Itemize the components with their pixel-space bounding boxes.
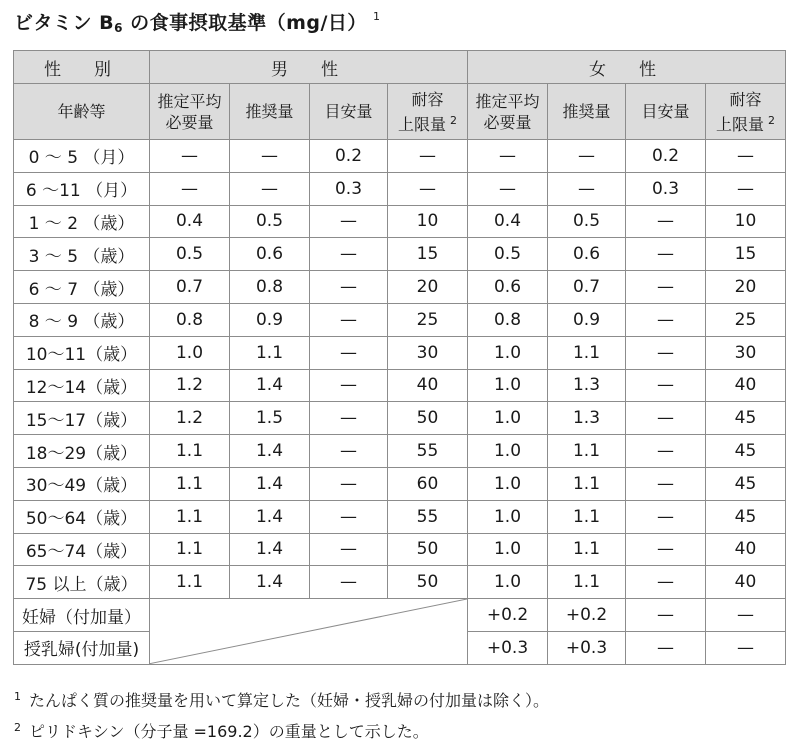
value-cell: — <box>310 205 388 238</box>
age-cell: 50～64（歳） <box>14 500 150 533</box>
value-cell: — <box>626 599 706 632</box>
female-header: 女 性 <box>468 51 786 84</box>
diagonal-line <box>150 599 467 664</box>
age-cell: 75 以上（歳） <box>14 566 150 599</box>
title-subscript: 6 <box>114 21 123 35</box>
value-cell: 1.1 <box>150 467 230 500</box>
value-cell: 1.1 <box>548 435 626 468</box>
value-cell: — <box>626 500 706 533</box>
male-ai-header: 目安量 <box>310 84 388 140</box>
value-cell: 1.1 <box>548 500 626 533</box>
age-cell: 0 ～ 5 （月） <box>14 140 150 173</box>
value-cell: — <box>230 172 310 205</box>
value-cell: 1.0 <box>468 467 548 500</box>
value-cell: 45 <box>706 435 786 468</box>
value-cell: 0.5 <box>548 205 626 238</box>
age-cell: 12～14（歳） <box>14 369 150 402</box>
value-cell: — <box>626 631 706 664</box>
table-row <box>14 467 786 500</box>
table-row <box>14 205 786 238</box>
value-cell: 0.8 <box>468 303 548 336</box>
table-row <box>14 336 786 369</box>
value-cell: — <box>626 467 706 500</box>
female-ul-header: 耐容 上限量 $^2$ <box>706 84 786 140</box>
value-cell: 30 <box>388 336 468 369</box>
value-cell: 0.7 <box>150 271 230 304</box>
value-cell: 0.9 <box>230 303 310 336</box>
male-header: 男 性 <box>150 51 468 84</box>
value-cell: — <box>468 172 548 205</box>
value-cell: 0.4 <box>468 205 548 238</box>
title-footnote-mark: 1 <box>372 10 381 23</box>
value-cell: — <box>626 238 706 271</box>
value-cell: — <box>706 599 786 632</box>
table-row <box>14 303 786 336</box>
group-label-cell: 授乳婦(付加量) <box>14 631 150 664</box>
age-cell: 1 ～ 2 （歳） <box>14 205 150 238</box>
value-cell: — <box>548 172 626 205</box>
value-cell: 0.9 <box>548 303 626 336</box>
value-cell: 0.5 <box>150 238 230 271</box>
title-prefix: ビタミン B <box>14 12 115 34</box>
value-cell: 1.0 <box>468 402 548 435</box>
value-cell: 1.4 <box>230 533 310 566</box>
male-ear-header: 推定平均 必要量 <box>150 84 230 140</box>
value-cell: 0.4 <box>150 205 230 238</box>
value-cell: 1.4 <box>230 500 310 533</box>
value-cell: 1.0 <box>468 500 548 533</box>
value-cell: — <box>150 172 230 205</box>
value-cell: 45 <box>706 467 786 500</box>
value-cell: — <box>310 369 388 402</box>
value-cell: 1.4 <box>230 435 310 468</box>
value-cell: 40 <box>706 533 786 566</box>
value-cell: — <box>626 566 706 599</box>
age-cell: 8 ～ 9 （歳） <box>14 303 150 336</box>
value-cell: — <box>310 533 388 566</box>
value-cell: 1.3 <box>548 402 626 435</box>
value-cell: 50 <box>388 533 468 566</box>
table-row <box>14 402 786 435</box>
not-applicable-cell <box>150 599 468 665</box>
value-cell: 1.1 <box>150 435 230 468</box>
value-cell: — <box>626 205 706 238</box>
male-rda-header: 推奨量 <box>230 84 310 140</box>
value-cell: 1.0 <box>468 533 548 566</box>
value-cell: 1.1 <box>548 566 626 599</box>
value-cell: — <box>310 238 388 271</box>
value-cell: 0.7 <box>548 271 626 304</box>
value-cell: 40 <box>388 369 468 402</box>
value-cell: 1.4 <box>230 566 310 599</box>
value-cell: — <box>230 140 310 173</box>
value-cell: 25 <box>706 303 786 336</box>
age-cell: 10～11（歳） <box>14 336 150 369</box>
table-row <box>14 369 786 402</box>
value-cell: — <box>548 140 626 173</box>
footnotes <box>14 683 549 745</box>
female-ai-header: 目安量 <box>626 84 706 140</box>
value-cell: 0.2 <box>626 140 706 173</box>
value-cell: — <box>310 271 388 304</box>
value-cell: 1.1 <box>150 500 230 533</box>
table-row <box>14 435 786 468</box>
value-cell: 1.0 <box>468 336 548 369</box>
page-title <box>14 8 380 35</box>
value-cell: 0.6 <box>548 238 626 271</box>
value-cell: +0.2 <box>548 599 626 632</box>
male-ul-header: 耐容 上限量 $^2$ <box>388 84 468 140</box>
value-cell: 1.1 <box>548 336 626 369</box>
table-row <box>14 599 786 632</box>
value-cell: +0.3 <box>468 631 548 664</box>
value-cell: 1.1 <box>150 533 230 566</box>
intake-table <box>13 50 786 665</box>
value-cell: 20 <box>706 271 786 304</box>
value-cell: — <box>388 172 468 205</box>
footnote-2: $^2$ ピリドキシン（分子量 =169.2）の重量として示した。 <box>14 721 429 741</box>
table-row <box>14 271 786 304</box>
value-cell: 1.1 <box>548 533 626 566</box>
value-cell: 0.8 <box>150 303 230 336</box>
value-cell: — <box>310 336 388 369</box>
value-cell: 1.4 <box>230 467 310 500</box>
value-cell: 1.0 <box>150 336 230 369</box>
value-cell: 1.1 <box>230 336 310 369</box>
value-cell: — <box>310 467 388 500</box>
age-cell: 6 ～ 7 （歳） <box>14 271 150 304</box>
value-cell: — <box>626 303 706 336</box>
value-cell: 15 <box>388 238 468 271</box>
age-cell: 18～29（歳） <box>14 435 150 468</box>
value-cell: 50 <box>388 402 468 435</box>
value-cell: 1.1 <box>150 566 230 599</box>
value-cell: +0.2 <box>468 599 548 632</box>
value-cell: — <box>468 140 548 173</box>
value-cell: 45 <box>706 402 786 435</box>
value-cell: +0.3 <box>548 631 626 664</box>
value-cell: 40 <box>706 566 786 599</box>
value-cell: 25 <box>388 303 468 336</box>
header-row-columns <box>14 84 786 140</box>
value-cell: 1.4 <box>230 369 310 402</box>
table-row <box>14 533 786 566</box>
value-cell: — <box>626 402 706 435</box>
value-cell: — <box>706 631 786 664</box>
female-ear-header: 推定平均 必要量 <box>468 84 548 140</box>
value-cell: — <box>626 369 706 402</box>
value-cell: — <box>626 435 706 468</box>
value-cell: — <box>310 566 388 599</box>
value-cell: 0.3 <box>626 172 706 205</box>
value-cell: 0.8 <box>230 271 310 304</box>
value-cell: — <box>626 271 706 304</box>
value-cell: 1.0 <box>468 369 548 402</box>
value-cell: — <box>706 140 786 173</box>
value-cell: — <box>388 140 468 173</box>
value-cell: — <box>150 140 230 173</box>
value-cell: 15 <box>706 238 786 271</box>
footnote-1: $^1$ たんぱく質の推奨量を用いて算定した（妊婦・授乳婦の付加量は除く）。 <box>14 690 550 710</box>
value-cell: 50 <box>388 566 468 599</box>
table-row <box>14 172 786 205</box>
age-cell: 3 ～ 5 （歳） <box>14 238 150 271</box>
value-cell: 1.0 <box>468 435 548 468</box>
age-cell: 30～49（歳） <box>14 467 150 500</box>
value-cell: — <box>310 402 388 435</box>
female-rda-header: 推奨量 <box>548 84 626 140</box>
table-row <box>14 140 786 173</box>
value-cell: 40 <box>706 369 786 402</box>
value-cell: 0.5 <box>230 205 310 238</box>
value-cell: 1.5 <box>230 402 310 435</box>
header-row-sex <box>14 51 786 84</box>
value-cell: — <box>626 336 706 369</box>
age-cell: 15～17（歳） <box>14 402 150 435</box>
value-cell: 30 <box>706 336 786 369</box>
value-cell: — <box>626 533 706 566</box>
sex-header: 性 別 <box>14 51 150 84</box>
age-header: 年齢等 <box>14 84 150 140</box>
table-row <box>14 238 786 271</box>
value-cell: 10 <box>706 205 786 238</box>
value-cell: 0.6 <box>468 271 548 304</box>
value-cell: 0.6 <box>230 238 310 271</box>
table-row <box>14 566 786 599</box>
age-cell: 65～74（歳） <box>14 533 150 566</box>
title-suffix: の食事摂取基準（mg/日） <box>122 12 367 34</box>
value-cell: 55 <box>388 435 468 468</box>
value-cell: — <box>310 500 388 533</box>
table-row <box>14 500 786 533</box>
value-cell: 0.2 <box>310 140 388 173</box>
value-cell: 60 <box>388 467 468 500</box>
value-cell: 55 <box>388 500 468 533</box>
value-cell: — <box>706 172 786 205</box>
value-cell: 20 <box>388 271 468 304</box>
group-label-cell: 妊婦（付加量） <box>14 599 150 632</box>
value-cell: 1.2 <box>150 369 230 402</box>
value-cell: 1.3 <box>548 369 626 402</box>
value-cell: 0.5 <box>468 238 548 271</box>
age-cell: 6 ～11 （月） <box>14 172 150 205</box>
value-cell: 45 <box>706 500 786 533</box>
value-cell: 1.1 <box>548 467 626 500</box>
value-cell: 0.3 <box>310 172 388 205</box>
value-cell: 1.2 <box>150 402 230 435</box>
value-cell: — <box>310 435 388 468</box>
value-cell: — <box>310 303 388 336</box>
value-cell: 10 <box>388 205 468 238</box>
value-cell: 1.0 <box>468 566 548 599</box>
